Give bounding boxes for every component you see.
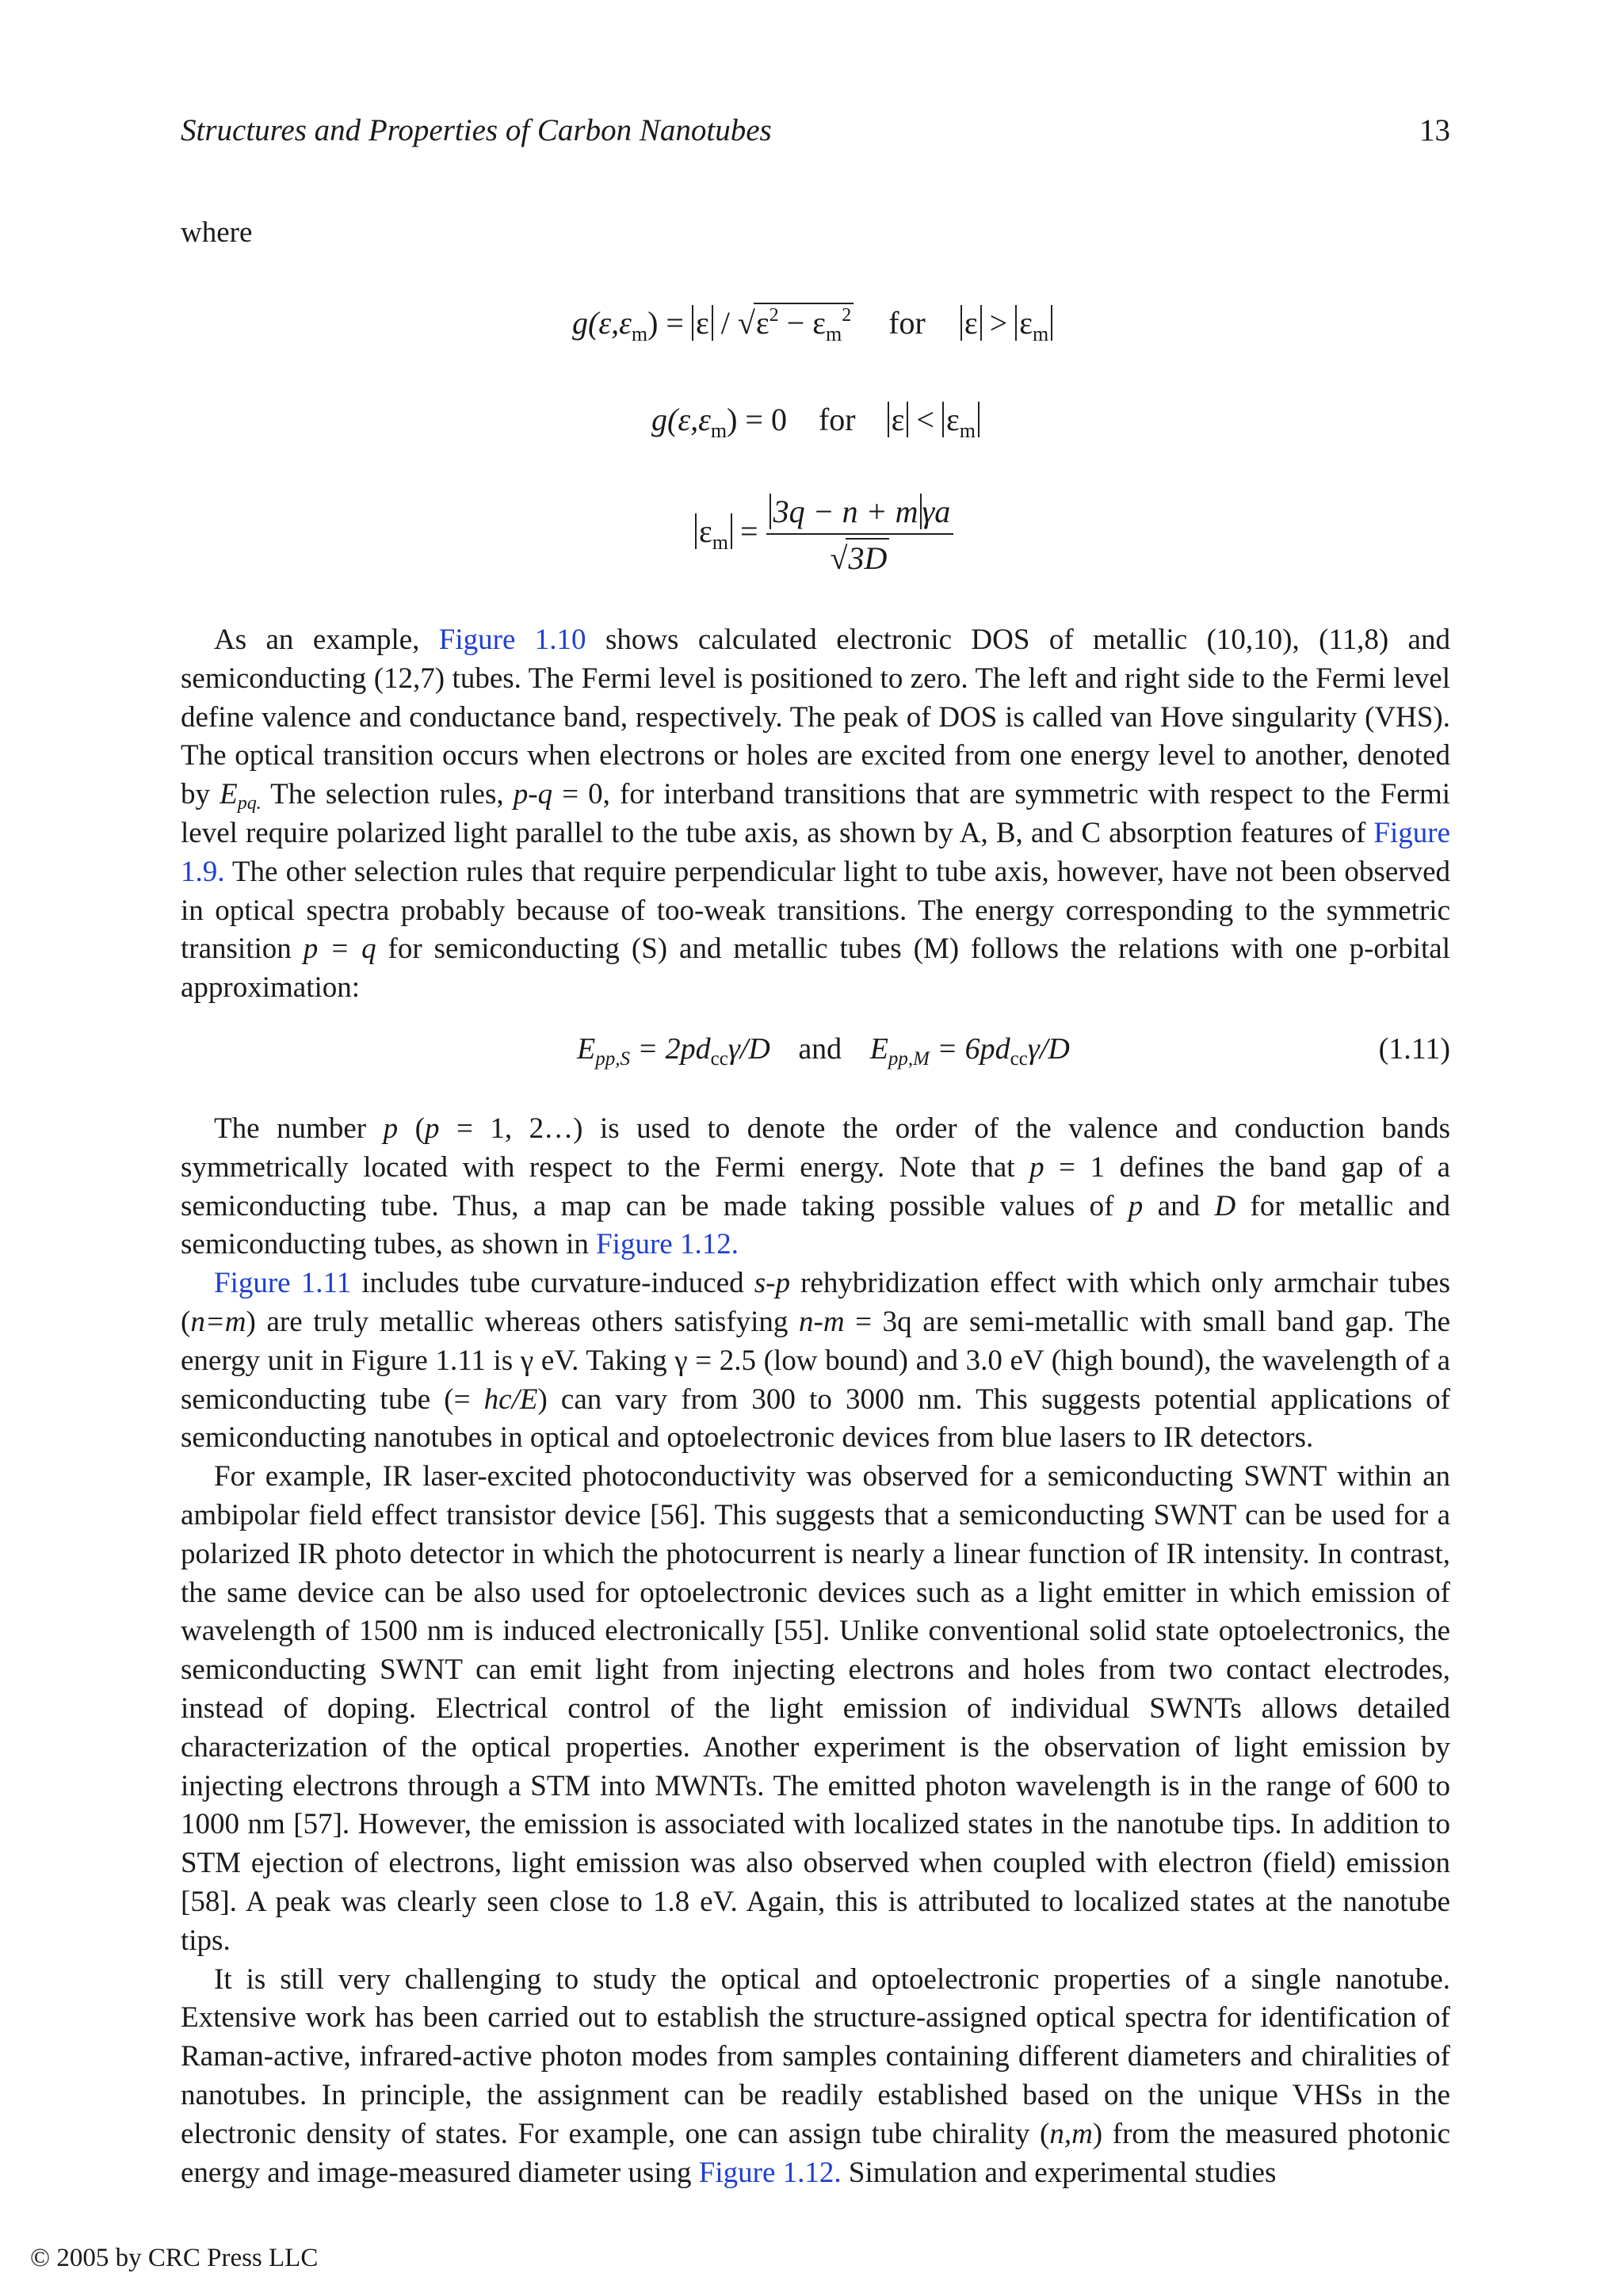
figure-1-12-link-2[interactable]: Figure 1.12. (698, 2156, 842, 2189)
figure-1-9-link[interactable]: Figure 1.9. (181, 816, 1450, 888)
figure-1-10-link[interactable]: Figure 1.10 (438, 624, 586, 656)
paragraph-1: As an example, Figure 1.10 shows calculated electronic DOS of metallic (10,10), (11,8) and semiconducting (12,7) tubes. The Fermi level is positioned to zero. The left and right side to the Fermi level define valence and conductance band, respectively. The peak of DOS is called van Hove singularity (VHS). The optical transition occurs when electrons or holes are excited from one energy level to another, denoted by $E_{pq.}$ The selection rules, p-q = 0, for interband transitions that are symmetric with respect to the Fermi level require polarized light parallel to the tube axis, as shown by A, B, and C absorption features of Figure 1.9. The other selection rules that require perpendicular light to tube axis, however, have not been observed in optical spectra probably because of too-weak transitions. The energy corresponding to the symmetric transition p = q for semiconducting (S) and metallic tubes (M) follows the relations with one p-orbital approximation: (181, 624, 1451, 1005)
body-text-top (181, 621, 1450, 1008)
equation-g-nonzero: $g(\varepsilon,\varepsilon_m) = \varepsilon / √\varepsilon^2 - \varepsilon_m^2$ for $\varepsilon > \varepsilon_m$ (572, 303, 1052, 346)
equation-epsilon-m: $\varepsilon_m$ = $\frac{\text{3q − n + m γa}}{√3D}$ (695, 493, 953, 577)
paragraph-2: The number p (p = 1, 2…) is used to denote the order of the valence and conduction bands symmetrically located with respect to the Fermi energy. Note that p = 1 defines the band gap of a semiconducting tube. Thus, a map can be made taking possible values of p and D for metallic and semiconducting tubes, as shown in Figure 1.12. (181, 1112, 1450, 1261)
body-text-bottom (181, 1110, 1450, 2192)
paragraph-4: For example, IR laser-excited photoconductivity was observed for a semiconducting SWNT within an ambipolar field effect transistor device [56]. This suggests that a semiconducting SWNT can be used for a polarized IR photo detector in which the photocurrent is nearly a linear function of IR intensity. In contrast, the same device can be also used for optoelectronic devices such as a light emitter in which emission of wavelength of 1500 nm is induced electronically [55]. Unlike conventional solid state optoelectronics, the semiconducting SWNT can emit light from injecting electrons and holes from two contact electrodes, instead of doping. Electrical control of the light emission of individual SWNTs allows detailed characterization of the optical properties. Another experiment is the observation of light emission by injecting electrons through a STM into MWNTs. The emitted photon wavelength is in the range of 600 to 1000 nm [57]. However, the emission is associated with localized states in the nanotube tips. In addition to STM ejection of electrons, light emission was also observed when coupled with electron (field) emission [58]. A peak was clearly seen close to 1.8 eV. Again, this is attributed to localized states at the nanotube tips. (181, 1460, 1450, 1957)
equation-g-zero: $g(\varepsilon,\varepsilon_m) = 0$ for $\varepsilon < \varepsilon_m$ (651, 401, 980, 443)
paragraph-5: It is still very challenging to study the optical and optoelectronic properties of a single nanotube. Extensive work has been carried out to establish the structure-assigned optical spectra for identification of Raman-active, infrared-active photon modes from samples containing different diameters and chiralities of nanotubes. In principle, the assignment can be readily established based on the unique VHSs in the electronic density of states. For example, one can assign tube chirality (n,m) from the measured photonic energy and image-measured diameter using Figure 1.12. Simulation and experimental studies (181, 1962, 1450, 2189)
page-number: 13 (1419, 113, 1450, 147)
copyright-footer: © 2005 by CRC Press LLC (30, 2244, 319, 2272)
equation-1-11: $E_{pp,S} = 2pd_{cc}\gamma/D$ and $E_{pp,M} = 6pd_{cc}\gamma/D$ (1.11) (577, 1032, 1450, 1070)
lead-in-text: where (181, 216, 253, 249)
paragraph-3: Figure 1.11 includes tube curvature-induced s-p rehybridization effect with which only armchair tubes (n=m) are truly metallic whereas others satisfying n-m = 3q are semi-metallic with small band gap. The energy unit in Figure 1.11 is γ eV. Taking γ = 2.5 (low bound) and 3.0 eV (high bound), the wavelength of a semiconducting tube (= hc/E) can vary from 300 to 3000 nm. This suggests potential applications of semiconducting nanotubes in optical and optoelectronic devices from blue lasers to IR detectors. (181, 1267, 1451, 1455)
running-head (181, 113, 1450, 154)
equation-number: (1.11) (1378, 1032, 1450, 1066)
running-title: Structures and Properties of Carbon Nanotubes (181, 113, 772, 147)
figure-1-11-link[interactable]: Figure 1.11 (214, 1267, 352, 1300)
figure-1-12-link[interactable]: Figure 1.12. (596, 1228, 739, 1261)
